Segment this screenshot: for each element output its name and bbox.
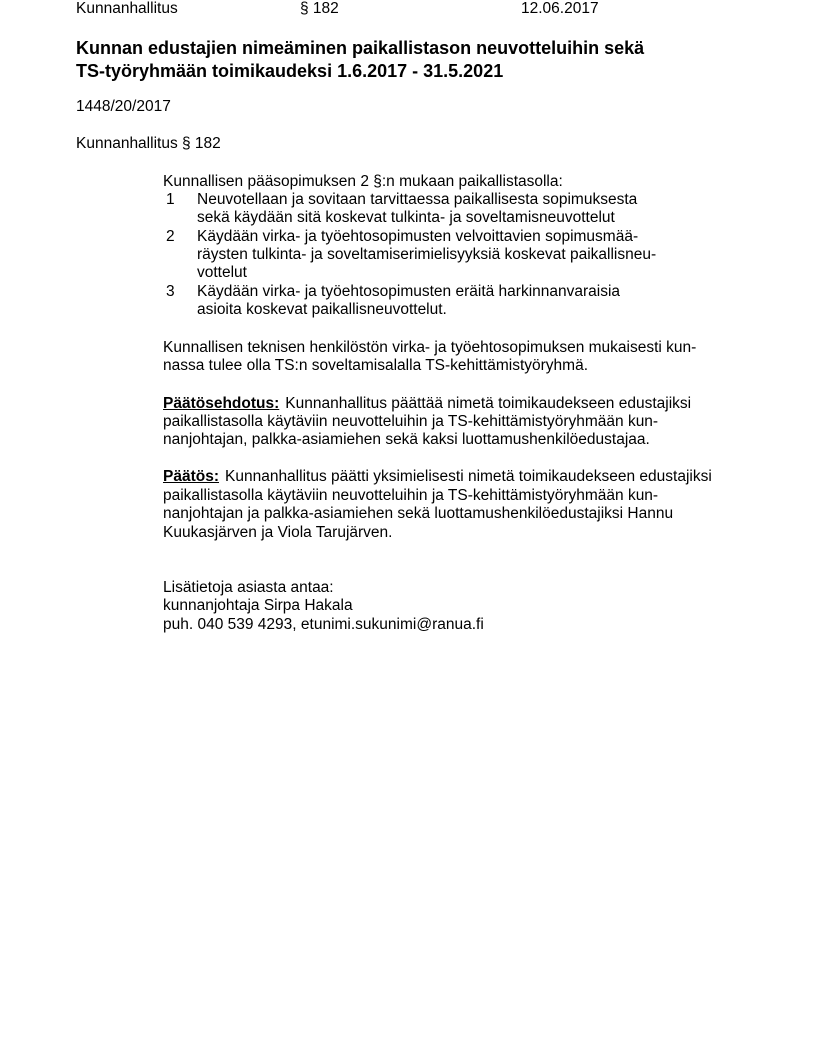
decision-line [163,468,712,486]
intro-text: Kunnallisen pääsopimuksen 2 §:n mukaan paikallistasolla: [163,173,563,190]
paragraph-line: nassa tulee olla TS:n soveltamisalalla TS-kehittämistyöryhmä. [163,357,589,374]
page-title-line-1: Kunnan edustajien nimeäminen paikallistason neuvotteluihin sekä [76,38,645,58]
proposal-line [163,395,691,413]
list-number: 1 [166,191,175,208]
proposal-label: Päätösehdotus: [163,395,280,412]
list-item-text: Neuvotellaan ja sovitaan tarvittaessa paikallisesta sopimuksesta [197,191,638,208]
contact-line: kunnanjohtaja Sirpa Hakala [163,597,353,614]
list-number: 3 [166,283,175,300]
header-body: Kunnanhallitus [76,0,178,17]
header-date: 12.06.2017 [521,0,599,17]
header-section: § 182 [300,0,339,17]
proposal-line: paikallistasolla käytäviin neuvotteluihin ja TS-kehittämistyöryhmään kun- [163,413,659,430]
list-item-text: vottelut [197,264,247,281]
list-item-text: Käydään virka- ja työehtosopimusten eräitä harkinnanvaraisia [197,283,621,300]
decision-label: Päätös: [163,468,219,485]
paragraph-line: Kunnallisen teknisen henkilöstön virka- ja työehtosopimuksen mukaisesti kun- [163,339,697,356]
list-item-text: räysten tulkinta- ja soveltamiserimielisyyksiä koskevat paikallisneu- [197,246,657,263]
decision-line: Kuukasjärven ja Viola Tarujärven. [163,524,393,541]
decision-text: Kunnanhallitus päätti yksimielisesti nimetä toimikaudekseen edustajiksi [225,468,712,485]
contact-line: puh. 040 539 4293, etunimi.sukunimi@ranua.fi [163,616,484,633]
section-ref: Kunnanhallitus § 182 [76,135,221,152]
list-number: 2 [166,228,175,245]
proposal-text: Kunnanhallitus päättää nimetä toimikaudekseen edustajiksi [285,395,692,412]
decision-line: nanjohtajan ja palkka-asiamiehen sekä luottamushenkilöedustajiksi Hannu [163,505,674,522]
contact-line: Lisätietoja asiasta antaa: [163,579,334,596]
page-title-line-2: TS-työryhmään toimikaudeksi 1.6.2017 - 31.5.2021 [76,61,504,81]
decision-line: paikallistasolla käytäviin neuvotteluihin ja TS-kehittämistyöryhmään kun- [163,487,659,504]
proposal-line: nanjohtajan, palkka-asiamiehen sekä kaksi luottamushenkilöedustajaa. [163,431,650,448]
case-number: 1448/20/2017 [76,98,171,115]
list-item-text: asioita koskevat paikallisneuvottelut. [197,301,447,318]
list-item-text: Käydään virka- ja työehtosopimusten velvoittavien sopimusmää- [197,228,639,245]
list-item-text: sekä käydään sitä koskevat tulkinta- ja soveltamisneuvottelut [197,209,615,226]
